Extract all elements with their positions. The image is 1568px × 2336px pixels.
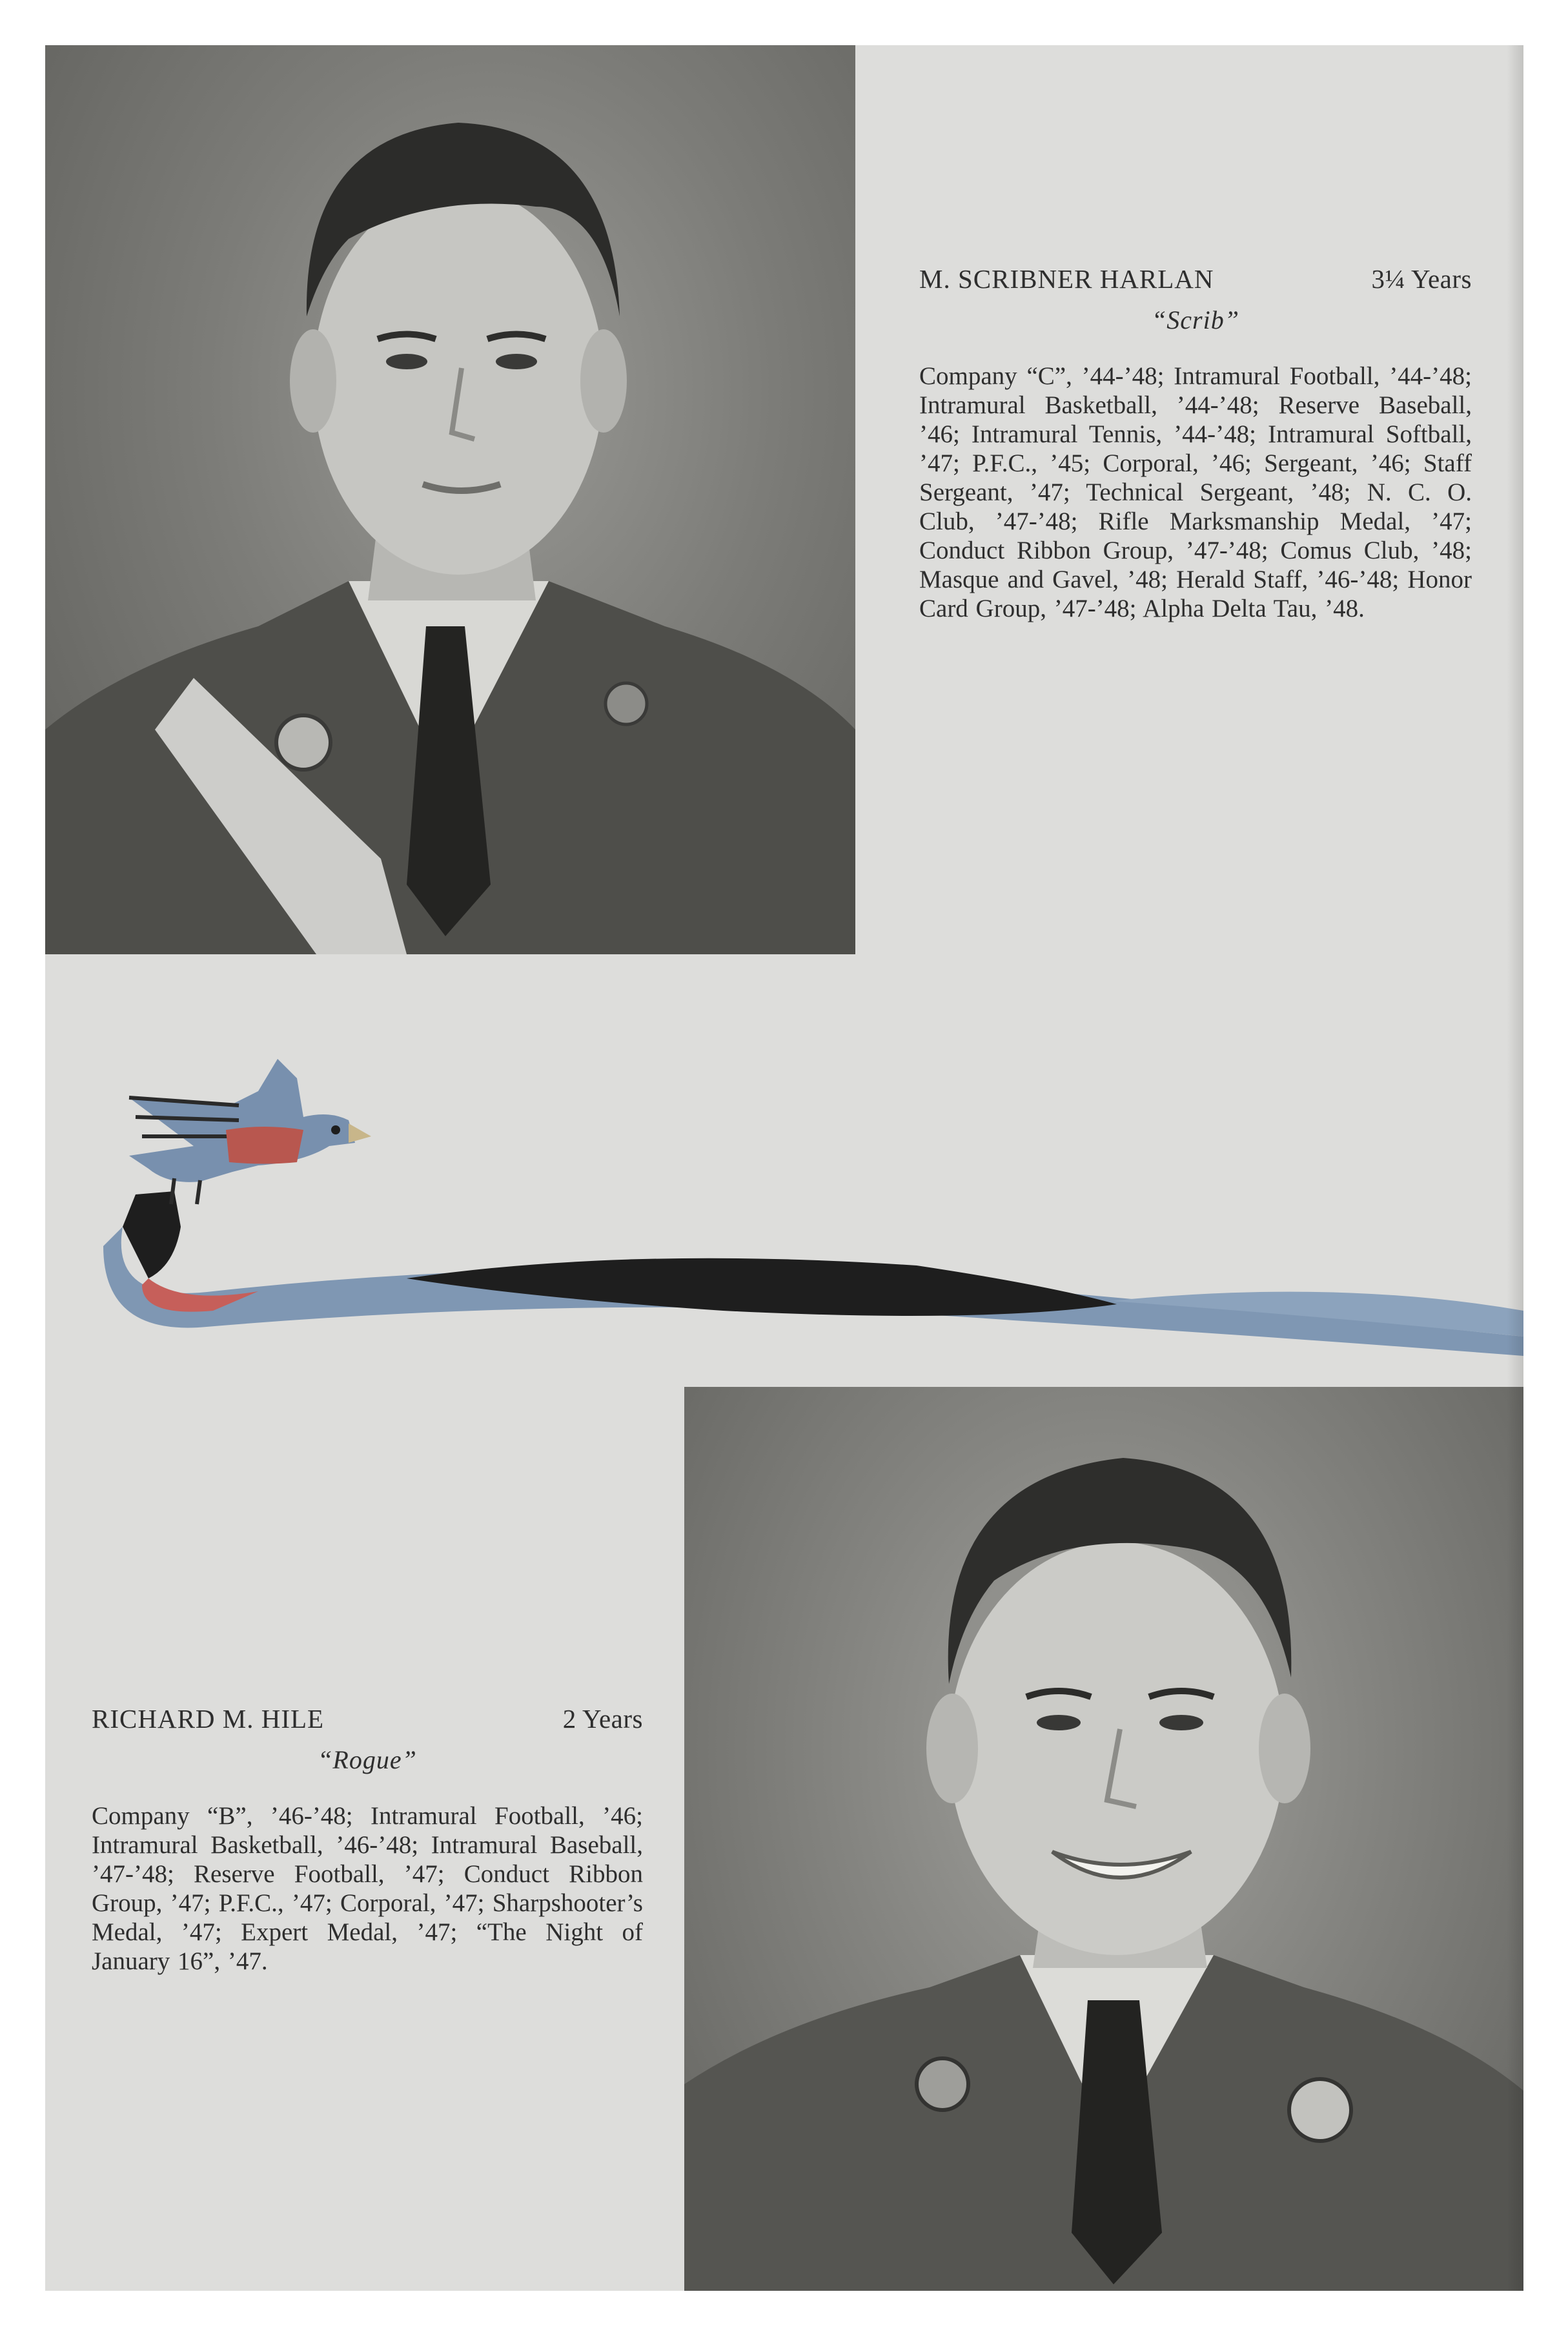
portrait-photo-harlan: [45, 45, 855, 954]
page-edge-shadow: [1507, 45, 1523, 2291]
nickname: “Scrib”: [1152, 305, 1239, 334]
student-name: RICHARD M. HILE: [92, 1704, 325, 1734]
bio-header: [919, 265, 1472, 294]
yearbook-page: [45, 45, 1523, 2291]
years-attended: 2 Years: [562, 1704, 643, 1734]
student-name: M. SCRIBNER HARLAN: [919, 264, 1214, 294]
nickname: “Rogue”: [318, 1745, 417, 1774]
bio-header: [92, 1705, 643, 1734]
eagle-ribbon-icon: [45, 1033, 1523, 1356]
portrait-photo-hile: [684, 1387, 1523, 2291]
portrait-silhouette-harlan: [45, 45, 855, 954]
years-attended: 3¼ Years: [1371, 264, 1472, 294]
activities-text: Company “C”, ’44-’48; Intramural Football, ’44-’48; Intramural Basketball, ’44-’48; Reserve Baseball, ’46; Intramural Tennis, ’44-’48; Intramural Softball, ’47; P.F.C., ’45; Corporal, ’46; Sergeant, ’46; Staff Sergeant, ’47; Technical Sergeant, ’48; N. C. O. Club, ’47-’48; Rifle Marksmanship Medal, ’47; Conduct Ribbon Group, ’47-’48; Comus Club, ’48; Masque and Gavel, ’48; Herald Staff, ’46-’48; Honor Card Group, ’47-’48; Alpha Delta Tau, ’48.: [919, 362, 1472, 622]
portrait-silhouette-hile: [684, 1387, 1523, 2291]
eagle-ribbon-ornament: [45, 1033, 1523, 1356]
bio-harlan: [919, 265, 1472, 623]
activities-text: Company “B”, ’46-’48; Intramural Football, ’46; Intramural Basketball, ’46-’48; Intramural Baseball, ’47-’48; Reserve Football, ’47; Conduct Ribbon Group, ’47; P.F.C., ’47; Corporal, ’47; Sharpshooter’s Medal, ’47; Expert Medal, ’47; “The Night of January 16”, ’47.: [92, 1802, 643, 1975]
bio-hile: [92, 1705, 643, 1976]
